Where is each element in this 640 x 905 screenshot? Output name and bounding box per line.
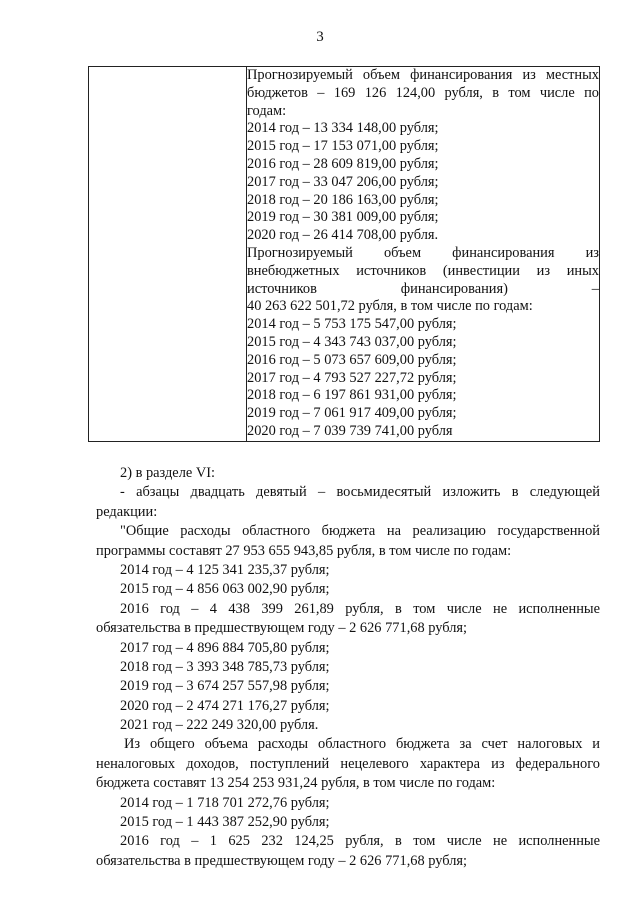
- total-year-line: 2020 год – 2 474 271 176,27 рубля;: [120, 697, 330, 714]
- local-budget-line: бюджетов – 169 126 124,00 рубля, в том числе по: [247, 84, 599, 101]
- table-text-cell: [247, 67, 600, 442]
- extrabudgetary-line: источников финансирования) –: [247, 280, 599, 297]
- total-year-line: 2015 год – 4 856 063 002,90 рубля;: [120, 581, 330, 598]
- tax-year-line: 2015 год – 1 443 387 252,90 рубля;: [120, 814, 330, 831]
- extrabudgetary-year: 2014 год – 5 753 175 547,00 рубля;: [247, 316, 457, 333]
- extrabudgetary-year: 2017 год – 4 793 527 227,72 рубля;: [247, 369, 457, 386]
- total-year-line: 2018 год – 3 393 348 785,73 рубля;: [120, 658, 330, 675]
- total-year-line: 2017 год – 4 896 884 705,80 рубля;: [120, 639, 330, 656]
- extrabudgetary-year: 2018 год – 6 197 861 931,00 рубля;: [247, 387, 457, 404]
- local-budget-line: Прогнозируемый объем финансирования из местных: [247, 67, 599, 83]
- extrabudgetary-line: Прогнозируемый объем финансирования из: [247, 244, 599, 261]
- financing-table: [88, 66, 600, 442]
- total-year-line: 2019 год – 3 674 257 557,98 рубля;: [120, 678, 330, 695]
- section-heading: 2) в разделе VI:: [120, 465, 216, 481]
- extrabudgetary-year: 2016 год – 5 073 657 609,00 рубля;: [247, 351, 457, 368]
- total-expenses-line: "Общие расходы областного бюджета на реализацию государственной: [120, 523, 600, 540]
- local-budget-year: 2014 год – 13 334 148,00 рубля;: [247, 120, 439, 137]
- extrabudgetary-line: 40 263 622 501,72 рубля, в том числе по годам:: [247, 298, 533, 315]
- local-budget-year: 2019 год – 30 381 009,00 рубля;: [247, 209, 439, 226]
- local-budget-year: 2017 год – 33 047 206,00 рубля;: [247, 173, 439, 190]
- extrabudgetary-line: внебюджетных источников (инвестиции из иных: [247, 262, 599, 279]
- tax-year-line: 2014 год – 1 718 701 272,76 рубля;: [120, 794, 330, 811]
- total-year-line: 2014 год – 4 125 341 235,37 рубля;: [120, 561, 330, 578]
- extrabudgetary-year: 2019 год – 7 061 917 409,00 рубля;: [247, 405, 457, 422]
- instruction-line: редакции:: [96, 503, 158, 520]
- tax-2016-line: 2016 год – 1 625 232 124,25 рубля, в том числе не исполненные: [120, 833, 600, 850]
- instruction-line: - абзацы двадцать девятый – восьмидесятый изложить в следующей: [120, 484, 600, 501]
- extrabudgetary-year: 2015 год – 4 343 743 037,00 рубля;: [247, 333, 457, 350]
- amendment-text: [96, 465, 600, 872]
- tax-revenue-line: бюджета составят 13 254 253 931,24 рубля, в том числе по годам:: [96, 775, 496, 792]
- total-year-line: 2021 год – 222 249 320,00 рубля.: [120, 717, 319, 734]
- local-budget-year: 2018 год – 20 186 163,00 рубля;: [247, 191, 439, 208]
- local-budget-year: 2016 год – 28 609 819,00 рубля;: [247, 155, 439, 172]
- local-budget-year: 2020 год – 26 414 708,00 рубля.: [247, 227, 439, 244]
- tax-revenue-line: неналоговых доходов, поступлений нецелевого характера из федерального: [96, 755, 600, 772]
- page-number: 3: [316, 29, 324, 45]
- total-2016-line: 2016 год – 4 438 399 261,89 рубля, в том числе не исполненные: [120, 600, 600, 617]
- table-row: [89, 67, 600, 442]
- table-empty-cell: [89, 67, 247, 442]
- tax-revenue-line: Из общего объема расходы областного бюджета за счет налоговых и: [124, 736, 600, 753]
- total-expenses-line: программы составят 27 953 655 943,85 рубля, в том числе по годам:: [96, 542, 512, 559]
- tax-2016-line: обязательства в предшествующем году – 2 626 771,68 рубля;: [96, 852, 468, 869]
- total-2016-line: обязательства в предшествующем году – 2 626 771,68 рубля;: [96, 620, 468, 637]
- local-budget-line: годам:: [247, 102, 287, 119]
- local-budget-year: 2015 год – 17 153 071,00 рубля;: [247, 138, 439, 155]
- extrabudgetary-year: 2020 год – 7 039 739 741,00 рубля: [247, 422, 453, 439]
